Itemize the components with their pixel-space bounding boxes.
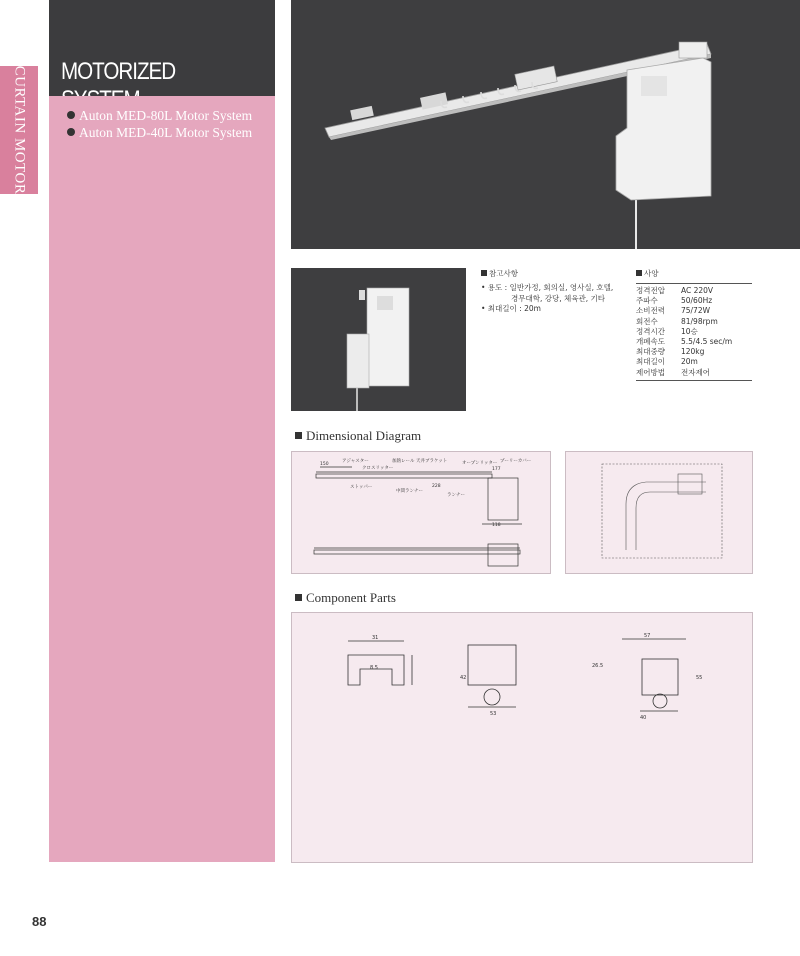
- product-label: Auton MED-40L Motor System: [79, 125, 253, 140]
- spec-value: 10승: [680, 326, 698, 336]
- dim-label: ストッパー: [350, 485, 373, 490]
- square-bullet-icon: [636, 270, 642, 276]
- spec-value: 20m: [680, 357, 698, 367]
- notes-max-length: • 최대길이 : 20m: [481, 304, 541, 313]
- list-item: [67, 125, 252, 142]
- table-row: [636, 327, 752, 337]
- bullet-icon: [67, 128, 75, 136]
- table-row: [636, 347, 752, 357]
- section-title-text: Dimensional Diagram: [306, 428, 422, 443]
- spec-label: 소비전력: [636, 306, 665, 316]
- table-row: [636, 306, 752, 316]
- dimensional-diagram-plan: [565, 451, 753, 574]
- table-row: [636, 368, 752, 378]
- spec-value: 전자제어: [680, 367, 710, 377]
- component-parts-drawing: [292, 613, 752, 733]
- hero-photo: [291, 0, 800, 249]
- notes-heading: 참고사항: [489, 269, 518, 278]
- dim-label: 8.5: [370, 665, 378, 671]
- side-tab-label: CURTAIN MOTOR: [11, 65, 28, 195]
- spec-label: 회전수: [636, 316, 658, 326]
- square-bullet-icon: [295, 594, 302, 601]
- table-row: [636, 317, 752, 327]
- bullet-icon: [67, 111, 75, 119]
- motor-thumbnail: [291, 268, 466, 411]
- dim-label: 55: [696, 675, 703, 681]
- table-row: [636, 296, 752, 306]
- specs-heading: 사양: [644, 269, 659, 278]
- dim-label: クロスリッター: [362, 466, 394, 471]
- spec-label: 주파수: [636, 296, 658, 306]
- spec-label: 정격시간: [636, 326, 665, 336]
- spec-value: 81/98rpm: [680, 316, 718, 326]
- dim-label: 中間ランナー: [396, 489, 423, 494]
- dim-label: 31: [372, 635, 379, 641]
- page-title: MOTORIZED: [61, 58, 176, 85]
- section-title-text: Component Parts: [306, 590, 396, 605]
- dim-label: 40: [640, 715, 647, 721]
- spec-value: 50/60Hz: [680, 296, 713, 306]
- dim-label: 150: [320, 462, 329, 467]
- rail-plan-drawing: [566, 452, 752, 573]
- dim-label: 53: [490, 711, 497, 717]
- left-header: [49, 0, 275, 96]
- dim-label: 42: [460, 675, 467, 681]
- spec-label: 최대중량: [636, 347, 665, 357]
- table-row: [636, 337, 752, 347]
- dim-label: 天井ブラケット: [416, 459, 448, 464]
- dimensional-diagram-side: [291, 451, 551, 574]
- table-row: [636, 286, 752, 296]
- spec-label: 최대길이: [636, 357, 665, 367]
- dim-label: アジャスター: [342, 459, 369, 464]
- spec-label: 정격전압: [636, 286, 665, 295]
- dim-label: 26.5: [592, 663, 604, 669]
- spec-value: AC 220V: [680, 286, 714, 295]
- notes-usage-line: 경무대학, 강당, 체육관, 기타: [511, 293, 605, 303]
- product-label: Auton MED-80L Motor System: [79, 108, 253, 123]
- component-parts-heading: [295, 590, 396, 606]
- page-number: 88: [32, 914, 47, 929]
- component-parts-panel: [291, 612, 753, 863]
- dim-label: 加熱レール: [392, 459, 415, 464]
- motor-rail-illustration: [291, 0, 800, 249]
- spec-value: 75/72W: [680, 306, 711, 316]
- notes-usage-line: • 용도 : 일반가정, 회의실, 영사실, 호텔,: [481, 283, 614, 292]
- dim-label: 57: [644, 633, 651, 639]
- spec-label: 제어방법: [636, 367, 665, 377]
- square-bullet-icon: [295, 432, 302, 439]
- dim-label: 177: [492, 467, 501, 472]
- spec-label: 개폐속도: [636, 337, 665, 347]
- dim-label: プーリーカバー: [500, 459, 532, 464]
- dim-label: オープンリッター: [462, 461, 498, 466]
- rail-side-drawing: [292, 452, 550, 573]
- motor-unit-illustration: [291, 268, 466, 411]
- side-tab: [0, 66, 38, 194]
- list-item: [67, 108, 252, 125]
- dim-label: 118: [492, 523, 501, 528]
- table-row: [636, 357, 752, 367]
- product-list: [67, 108, 252, 142]
- dim-label: 228: [432, 484, 441, 489]
- left-panel: [49, 96, 275, 862]
- dimensional-diagram-heading: [295, 428, 421, 444]
- spec-value: 120kg: [680, 347, 705, 357]
- specs-table: [636, 286, 752, 378]
- specs-table-block: [636, 268, 752, 381]
- notes-block: [481, 268, 621, 315]
- dim-label: ランナー: [447, 493, 465, 498]
- spec-value: 5.5/4.5 sec/m: [680, 337, 733, 347]
- square-bullet-icon: [481, 270, 487, 276]
